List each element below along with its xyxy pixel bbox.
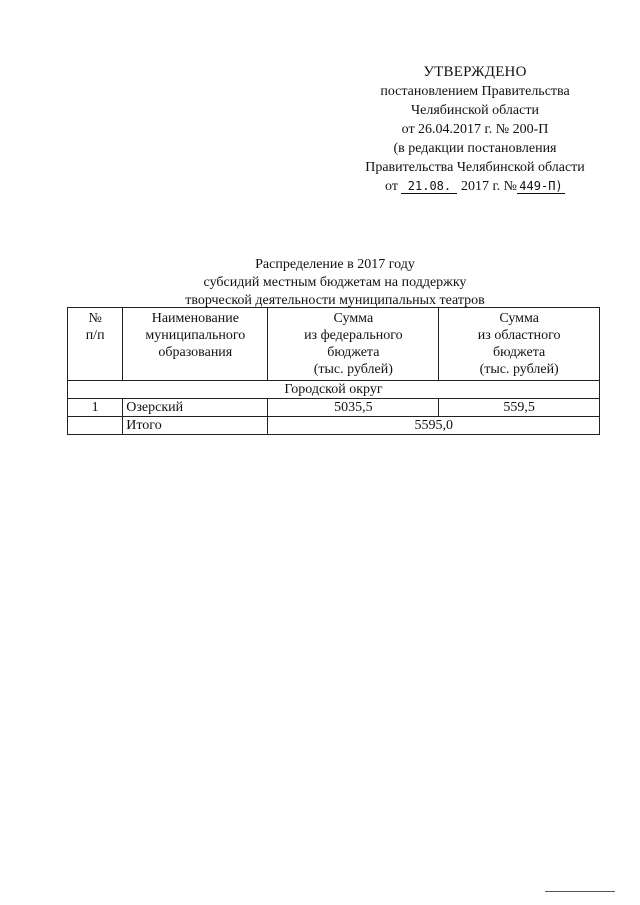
table-row <box>68 399 600 417</box>
row-municipality: Озерский <box>123 399 268 417</box>
group-label: Городской округ <box>68 381 600 399</box>
total-label: Итого <box>123 417 268 435</box>
title-line: субсидий местным бюджетам на поддержку <box>203 275 467 290</box>
approval-line: Челябинской области <box>411 103 539 118</box>
header-regional-sum <box>439 308 600 381</box>
approval-date-line <box>330 177 620 196</box>
approval-line: Правительства Челябинской области <box>365 160 585 175</box>
row-number: 1 <box>68 399 123 417</box>
table-group-row <box>68 381 600 399</box>
handwritten-date: 21.08. <box>401 179 457 194</box>
footer-divider <box>545 891 615 892</box>
approval-line: (в редакции постановления <box>393 141 557 156</box>
header-municipality <box>123 308 268 381</box>
approval-stamp <box>330 63 620 196</box>
header-text: Наименование <box>151 311 239 326</box>
header-text: из областного <box>477 328 561 343</box>
header-text: бюджета <box>493 345 546 360</box>
header-text: п/п <box>85 328 105 343</box>
total-value: 5595,0 <box>268 417 600 435</box>
header-text: (тыс. рублей) <box>313 362 393 377</box>
total-empty-cell <box>68 417 123 435</box>
date-suffix: 2017 г. № <box>460 179 517 194</box>
header-text: из федерального <box>304 328 403 343</box>
title-line: творческой деятельности муниципальных театров <box>185 293 485 308</box>
table-header-row <box>68 308 600 381</box>
distribution-table <box>67 307 600 435</box>
row-regional-sum: 559,5 <box>439 399 600 417</box>
header-text: Сумма <box>499 311 539 326</box>
header-text: муниципального <box>145 328 246 343</box>
document-title <box>100 256 570 310</box>
handwritten-number: 449-П) <box>517 179 565 194</box>
title-line: Распределение в 2017 году <box>255 257 415 272</box>
header-text: (тыс. рублей) <box>479 362 559 377</box>
row-federal-sum: 5035,5 <box>268 399 439 417</box>
header-text: бюджета <box>327 345 380 360</box>
approval-line: от 26.04.2017 г. № 200-П <box>401 122 549 137</box>
date-prefix: от <box>385 179 398 194</box>
table-total-row <box>68 417 600 435</box>
header-text: Сумма <box>333 311 374 326</box>
header-federal-sum <box>268 308 439 381</box>
approval-heading: УТВЕРЖДЕНО <box>423 64 527 80</box>
header-number <box>68 308 123 381</box>
approval-line: постановлением Правительства <box>380 84 570 99</box>
header-text: № <box>88 311 102 326</box>
header-text: образования <box>158 345 233 360</box>
